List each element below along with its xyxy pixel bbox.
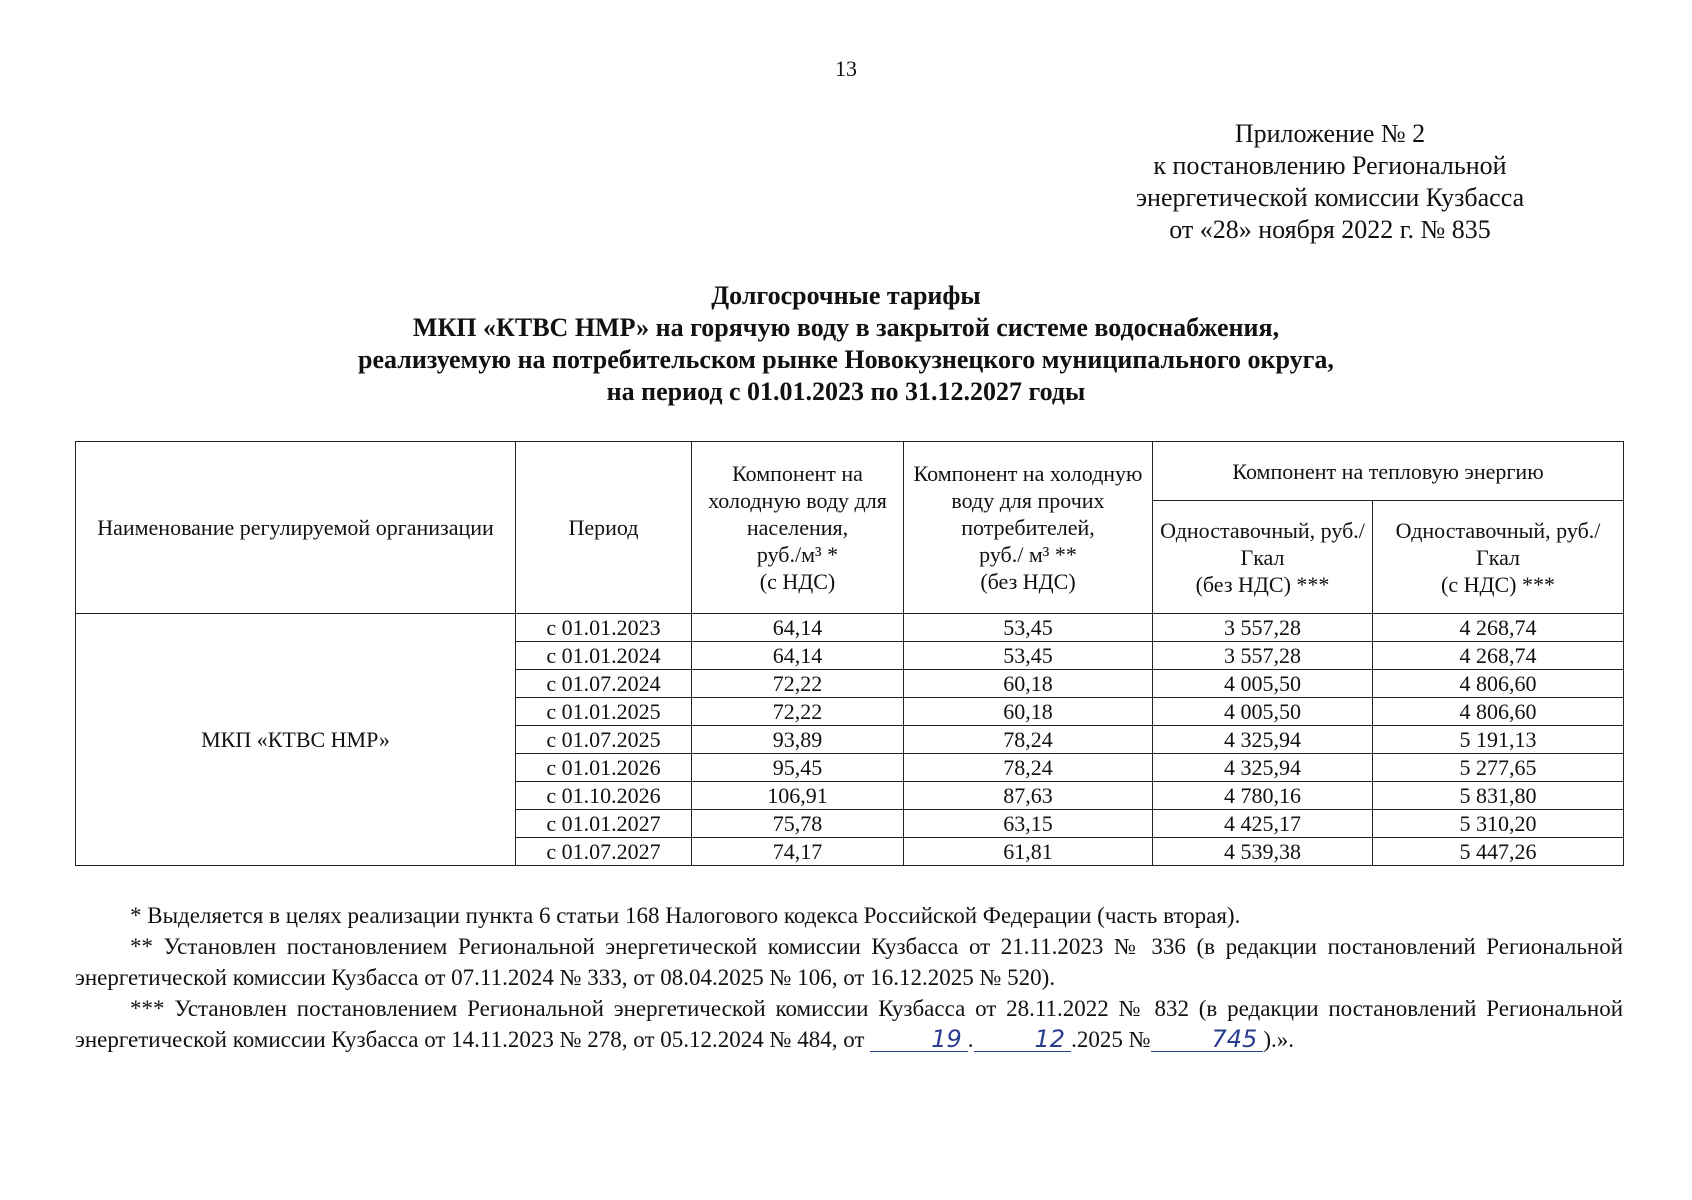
heat-vat-cell: 4 268,74 [1373,614,1624,642]
title-line-1: Долгосрочные тарифы [711,281,981,310]
cold-other-cell: 78,24 [904,754,1153,782]
cold-pop-cell: 106,91 [692,782,904,810]
cold-other-cell: 60,18 [904,698,1153,726]
footnote-2: ** Установлен постановлением Региональной энергетической комиссии Кузбасса от 21.11.2023 № 336 (в редакции постановлений Региональной энергетической комиссии Кузбасса от 07.11.2024 № 333, от 08.04.2025 № 106, от 16.12.2025 № 520). [75,934,1623,990]
footnote-3-year: .2025 № [1071,1027,1151,1052]
period-cell: с 01.01.2027 [516,810,692,838]
cold-other-cell: 87,63 [904,782,1153,810]
header-cold-other: Компонент на холодную воду для прочих потребителей, руб./ м³ ** (без НДС) [904,442,1153,614]
header-cold-population: Компонент на холодную воду для населения, руб./м³ * (с НДС) [692,442,904,614]
cold-other-cell: 63,15 [904,810,1153,838]
heat-no-vat-cell: 4 539,38 [1153,838,1373,866]
cold-other-cell: 53,45 [904,642,1153,670]
heat-vat-cell: 5 277,65 [1373,754,1624,782]
document-title [0,280,1692,408]
heat-no-vat-cell: 4 005,50 [1153,698,1373,726]
period-cell: с 01.01.2025 [516,698,692,726]
header-organization: Наименование регулируемой организации [76,442,516,614]
heat-no-vat-cell: 4 425,17 [1153,810,1373,838]
cold-pop-cell: 72,22 [692,670,904,698]
heat-vat-cell: 5 310,20 [1373,810,1624,838]
title-line-2: МКП «КТВС НМР» на горячую воду в закрытой системе водоснабжения, [412,313,1280,342]
heat-vat-cell: 4 806,60 [1373,698,1624,726]
footnote-1: * Выделяется в целях реализации пункта 6 статьи 168 Налогового кодекса Российской Федерации (часть вторая). [130,903,1241,928]
heat-vat-cell: 5 831,80 [1373,782,1624,810]
heat-no-vat-cell: 4 325,94 [1153,754,1373,782]
heat-vat-cell: 4 806,60 [1373,670,1624,698]
organization-cell: МКП «КТВС НМР» [76,614,516,866]
handwritten-day: 19 [870,1027,968,1052]
heat-vat-cell: 4 268,74 [1373,642,1624,670]
footnotes [75,900,1623,1055]
period-cell: с 01.01.2023 [516,614,692,642]
cold-other-cell: 53,45 [904,614,1153,642]
cold-pop-cell: 74,17 [692,838,904,866]
title-line-4: на период с 01.01.2023 по 31.12.2027 годы [606,377,1086,406]
heat-no-vat-cell: 4 005,50 [1153,670,1373,698]
period-cell: с 01.01.2024 [516,642,692,670]
period-cell: с 01.07.2027 [516,838,692,866]
heat-vat-cell: 5 447,26 [1373,838,1624,866]
period-cell: с 01.07.2025 [516,726,692,754]
heat-no-vat-cell: 3 557,28 [1153,614,1373,642]
cold-pop-cell: 75,78 [692,810,904,838]
title-line-3: реализуемую на потребительском рынке Новокузнецкого муниципального округа, [358,345,1334,374]
footnote-3 [75,993,1623,1055]
footnote-3-text: *** Установлен постановлением Региональной энергетической комиссии Кузбасса от 28.11.2022 № 832 (в редакции постановлений Региональной энергетической комиссии Кузбасса от 14.11.2023 № 278, от 05.12.2024 № 484, от [75,996,1623,1052]
handwritten-number: 745 [1151,1027,1264,1052]
heat-no-vat-cell: 4 325,94 [1153,726,1373,754]
footnote-3-end: ).». [1263,1027,1294,1052]
period-cell: с 01.07.2024 [516,670,692,698]
cold-other-cell: 78,24 [904,726,1153,754]
cold-other-cell: 61,81 [904,838,1153,866]
handwritten-month: 12 [974,1027,1072,1052]
header-period: Период [516,442,692,614]
heat-no-vat-cell: 4 780,16 [1153,782,1373,810]
appendix-line-2: к постановлению Региональной [1153,151,1507,180]
header-heat-group: Компонент на тепловую энергию [1153,442,1624,501]
heat-no-vat-cell: 3 557,28 [1153,642,1373,670]
table-row [76,614,1624,642]
heat-vat-cell: 5 191,13 [1373,726,1624,754]
appendix-line-1: Приложение № 2 [1234,119,1426,148]
header-heat-vat: Одноставочный, руб./Гкал (с НДС) *** [1373,501,1624,614]
cold-pop-cell: 72,22 [692,698,904,726]
cold-pop-cell: 64,14 [692,642,904,670]
cold-pop-cell: 95,45 [692,754,904,782]
cold-pop-cell: 93,89 [692,726,904,754]
footnote-3-dot: . [967,1027,974,1052]
cold-other-cell: 60,18 [904,670,1153,698]
cold-pop-cell: 64,14 [692,614,904,642]
tariffs-table [75,441,1624,866]
appendix-line-3: энергетической комиссии Кузбасса [1135,183,1525,212]
header-heat-no-vat: Одноставочный, руб./Гкал (без НДС) *** [1153,501,1373,614]
page-number: 13 [835,56,857,81]
period-cell: с 01.10.2026 [516,782,692,810]
appendix-line-4: от «28» ноября 2022 г. № 835 [1169,215,1491,244]
appendix-block [1090,118,1570,246]
period-cell: с 01.01.2026 [516,754,692,782]
